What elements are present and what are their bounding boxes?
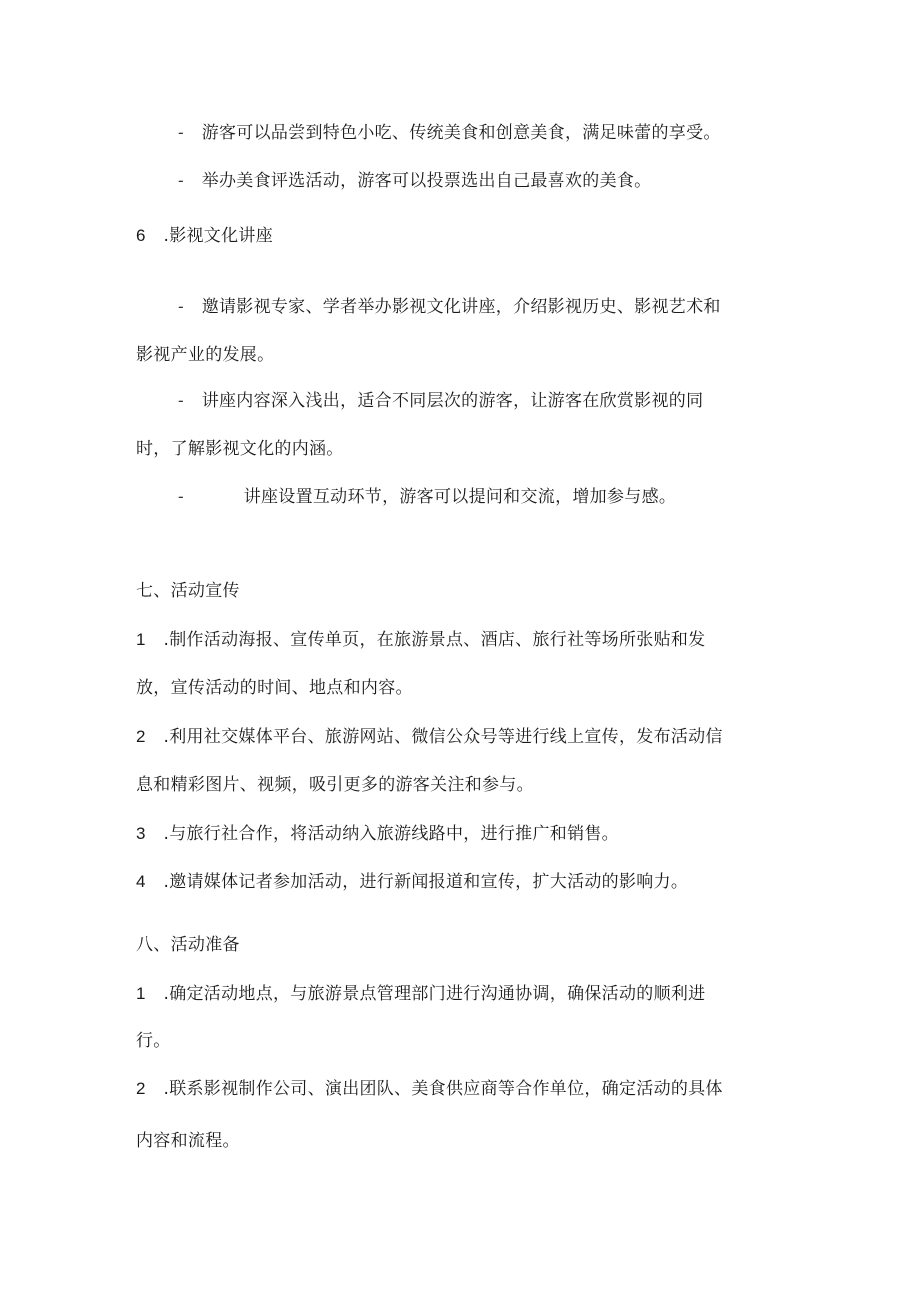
lecture-bullet-2-line-1 xyxy=(0,389,920,413)
bullet-dash: - xyxy=(178,171,184,190)
lecture-bullet-1-text-1: 邀请影视专家、学者举办影视文化讲座，介绍影视历史、影视艺术和 xyxy=(201,297,721,317)
food-bullet-2-text: 举办美食评选活动，游客可以投票选出自己最喜欢的美食。 xyxy=(201,171,652,191)
promo-item-1-text-1: .制作活动海报、宣传单页，在旅游景点、酒店、旅行社等场所张贴和发 xyxy=(163,630,706,650)
lecture-number: 6 xyxy=(136,226,146,245)
promo-item-2-line-1 xyxy=(0,725,920,749)
lecture-bullet-2-line-2 xyxy=(0,437,920,461)
food-bullet-2 xyxy=(0,169,920,193)
prep-item-2-line-1 xyxy=(0,1077,920,1101)
prep-heading xyxy=(0,933,920,957)
lecture-bullet-1-line-1 xyxy=(0,295,920,319)
prep-item-2-text-1: .联系影视制作公司、演出团队、美食供应商等合作单位，确定活动的具体 xyxy=(163,1079,723,1099)
lecture-heading xyxy=(0,224,920,248)
promo-heading-text: 七、活动宣传 xyxy=(136,581,240,601)
promo-item-1-line-2 xyxy=(0,676,920,700)
prep-item-1-line-2 xyxy=(0,1029,920,1053)
promo-item-3-text: .与旅行社合作，将活动纳入旅游线路中，进行推广和销售。 xyxy=(163,824,619,844)
lecture-bullet-3 xyxy=(0,485,920,509)
bullet-dash: - xyxy=(178,487,184,506)
lecture-bullet-2-text-2: 时，了解影视文化的内涵。 xyxy=(136,439,344,459)
promo-item-3 xyxy=(0,822,920,846)
prep-item-1-line-1 xyxy=(0,982,920,1006)
prep-item-2-number: 2 xyxy=(136,1079,146,1098)
promo-item-1-line-1 xyxy=(0,628,920,652)
prep-item-2-text-2: 内容和流程。 xyxy=(136,1131,240,1151)
bullet-dash: - xyxy=(178,297,184,316)
food-bullet-1-text: 游客可以品尝到特色小吃、传统美食和创意美食，满足味蕾的享受。 xyxy=(201,123,721,143)
lecture-bullet-2-text-1: 讲座内容深入浅出，适合不同层次的游客，让游客在欣赏影视的同 xyxy=(201,391,704,411)
promo-item-1-number: 1 xyxy=(136,630,146,649)
food-bullet-1 xyxy=(0,121,920,145)
promo-item-1-text-2: 放，宣传活动的时间、地点和内容。 xyxy=(136,678,413,698)
promo-item-3-number: 3 xyxy=(136,824,146,843)
prep-item-2-line-2 xyxy=(0,1129,920,1153)
prep-item-1-number: 1 xyxy=(136,984,146,1003)
promo-item-2-text-1: .利用社交媒体平台、旅游网站、微信公众号等进行线上宣传，发布活动信 xyxy=(163,727,723,747)
promo-heading xyxy=(0,579,920,603)
prep-heading-text: 八、活动准备 xyxy=(136,935,240,955)
lecture-bullet-1-text-2: 影视产业的发展。 xyxy=(136,345,275,365)
lecture-title: .影视文化讲座 xyxy=(163,226,273,246)
lecture-bullet-1-line-2 xyxy=(0,343,920,367)
prep-item-1-text-2: 行。 xyxy=(136,1031,171,1051)
promo-item-4 xyxy=(0,870,920,894)
promo-item-2-text-2: 息和精彩图片、视频，吸引更多的游客关注和参与。 xyxy=(136,775,534,795)
promo-item-4-text: .邀请媒体记者参加活动，进行新闻报道和宣传，扩大活动的影响力。 xyxy=(163,872,689,892)
bullet-dash: - xyxy=(178,123,184,142)
promo-item-2-number: 2 xyxy=(136,727,146,746)
prep-item-1-text-1: .确定活动地点，与旅游景点管理部门进行沟通协调，确保活动的顺利进 xyxy=(163,984,706,1004)
promo-item-4-number: 4 xyxy=(136,872,146,891)
lecture-bullet-3-text: 讲座设置互动环节，游客可以提问和交流，增加参与感。 xyxy=(243,487,677,507)
bullet-dash: - xyxy=(178,391,184,410)
promo-item-2-line-2 xyxy=(0,773,920,797)
